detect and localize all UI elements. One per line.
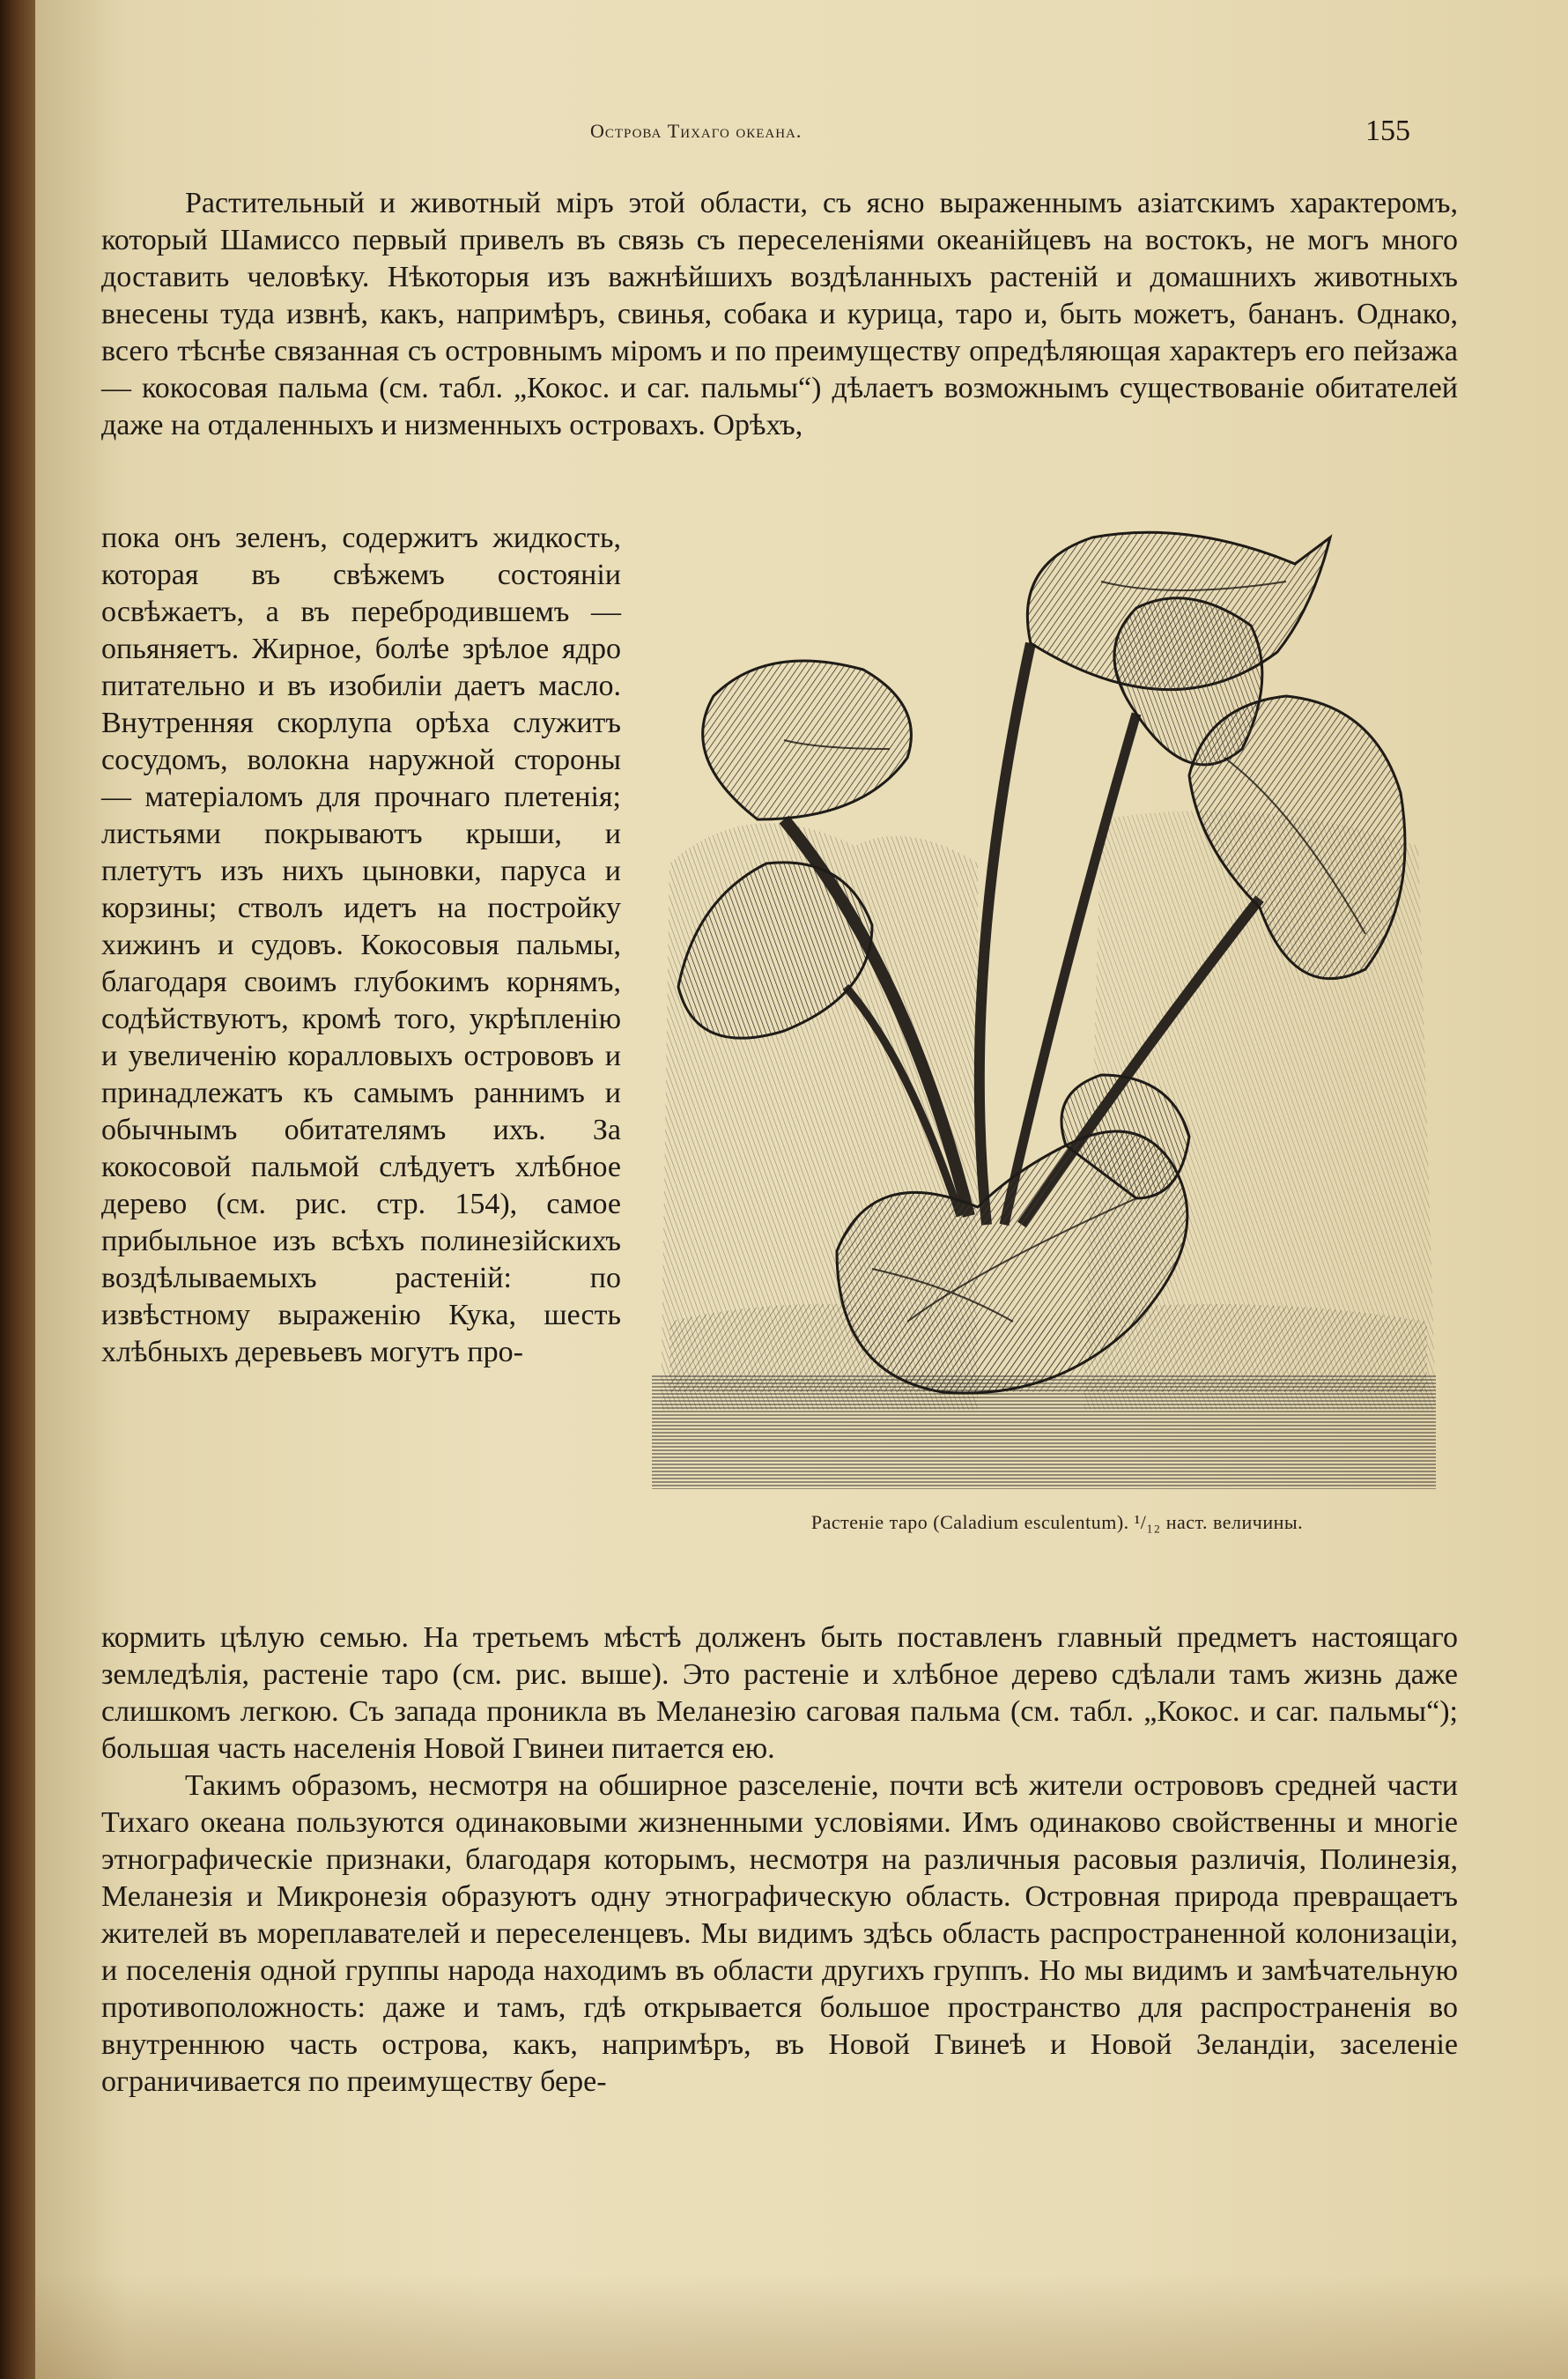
running-head [35,115,1568,150]
book-page [35,0,1568,2379]
taro-plant-illustration [643,529,1445,1498]
paragraph-1-left-column-text: пока онъ зеленъ, содержитъ жидкость, которая въ свѣжемъ состояніи освѣжаетъ, а въ перебродившемъ — опьяняетъ. Жирное, болѣе зрѣлое ядро питательно и въ изобиліи даетъ масло. Внутренняя скорлупа орѣха служитъ сосудомъ, волокна наружной стороны — матеріаломъ для прочнаго плетенія; листьями покрываютъ крыши, и плетутъ изъ нихъ цыновки, паруса и корзины; стволъ идетъ на постройку хижинъ и судовъ. Кокосовыя пальмы, благодаря своимъ глубокимъ корнямъ, содѣйствуютъ, кромѣ того, укрѣпленію и увеличенію коралловыхъ острововъ и принадлежатъ къ самымъ раннимъ и обычнымъ обитателямъ ихъ. За кокосовой пальмой слѣдуетъ хлѣбное дерево (см. рис. стр. 154), самое прибыльное изъ всѣхъ полинезійскихъ воздѣлываемыхъ растеній: по извѣстному выраженію Кука, шесть хлѣбныхъ деревьевъ могутъ про- [101,522,621,1368]
paragraph-1-top [101,185,1458,444]
taro-figure [643,529,1445,1542]
page-number: 155 [1365,115,1410,147]
paragraph-1-bottom-and-paragraph-2 [101,1619,1458,2101]
paragraph-2-text: Такимъ образомъ, несмотря на обширное разселеніе, почти всѣ жители острововъ средней части Тихаго океана пользуются одинаковыми жизненными условіями. Имъ одинаково свойственны и многіе этнографическіе признаки, благодаря которымъ, несмотря на различныя расовыя различія, Полинезія, Меланезія и Микронезія образуютъ одну этнографическую область. Островная природа превращаетъ жителей въ мореплавателей и переселенцевъ. Мы видимъ здѣсь область распространенной колонизаціи, и поселенія одной группы народа находимъ въ области другихъ группъ. Но мы видимъ и замѣчательную противоположность: даже и тамъ, гдѣ открывается большое пространство для распространенія во внутреннюю часть острова, какъ, напримѣръ, въ Новой Гвинеѣ и Новой Зеландіи, заселеніе ограничивается по преимуществу бере- [101,1769,1458,2098]
paragraph-1-bottom-text: кормить цѣлую семью. На третьемъ мѣстѣ долженъ быть поставленъ главный предметъ настоящаго земледѣлія, растеніе таро (см. рис. выше). Это растеніе и хлѣбное дерево сдѣлали тамъ жизнь даже слишкомъ легкою. Съ запада проникла въ Меланезію саговая пальма (см. табл. „Кокос. и саг. пальмы“); большая часть населенія Новой Гвинеи питается ею. [101,1621,1458,1765]
paragraph-1-top-text: Растительный и животный міръ этой области, съ ясно выраженнымъ азіатскимъ характеромъ, который Шамиссо первый привелъ въ связь съ переселеніями океанійцевъ на востокъ, не могъ много доставить человѣку. Нѣкоторыя изъ важнѣйшихъ воздѣланныхъ растеній и домашнихъ животныхъ внесены туда извнѣ, какъ, напримѣръ, свинья, собака и курица, таро и, быть можетъ, бананъ. Однако, всего тѣснѣе связанная съ островнымъ міромъ и по преимуществу опредѣляющая характеръ его пейзажа — кокосовая пальма (см. табл. „Кокос. и саг. пальмы“) дѣлаетъ возможнымъ существованіе обитателей даже на отдаленныхъ и низменныхъ островахъ. Орѣхъ, [101,187,1458,441]
figure-caption: Растеніе таро (Caladium esculentum). ¹/₁₂ наст. величины. [810,1511,1304,1533]
paragraph-1-left-column [101,520,621,1371]
running-head-title: Острова Тихаго океана. [590,120,802,142]
